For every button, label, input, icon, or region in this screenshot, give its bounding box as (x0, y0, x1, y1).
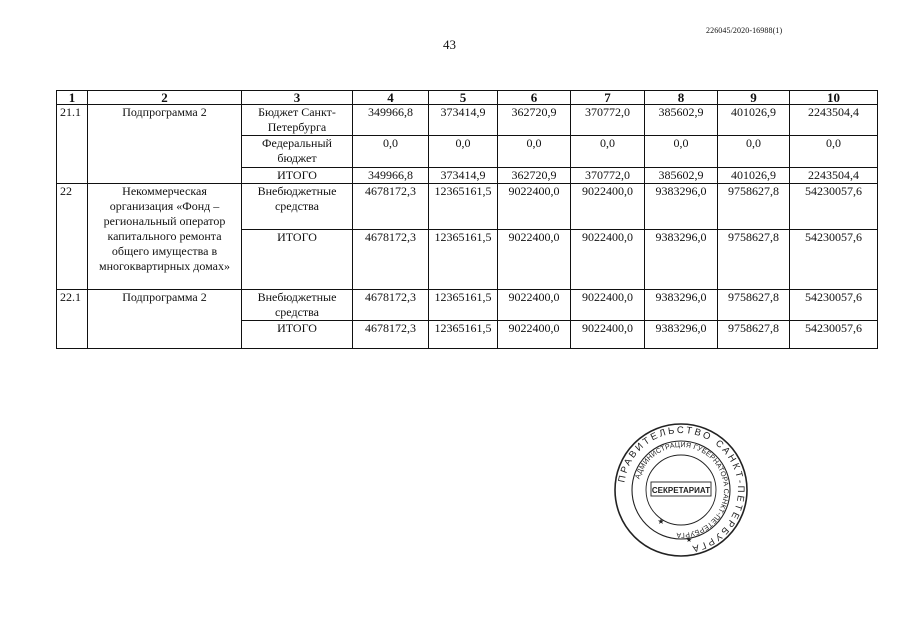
value-cell: 401026,9 (718, 105, 790, 136)
value-cell: 0,0 (429, 136, 498, 168)
row-number: 22.1 (57, 290, 88, 349)
column-header: 10 (790, 91, 878, 105)
program-name: Подпрограмма 2 (88, 105, 242, 184)
funding-source: Внебюджетные средства (242, 184, 353, 230)
value-cell: 0,0 (790, 136, 878, 168)
stamp-center-text: СЕКРЕТАРИАТ (651, 486, 711, 495)
value-cell: 12365161,5 (429, 184, 498, 230)
value-cell: 0,0 (498, 136, 571, 168)
value-cell: 9383296,0 (645, 290, 718, 321)
value-cell: 4678172,3 (353, 321, 429, 349)
value-cell: 0,0 (718, 136, 790, 168)
column-header: 3 (242, 91, 353, 105)
value-cell: 9383296,0 (645, 321, 718, 349)
column-header: 2 (88, 91, 242, 105)
stamp-outer-text: ПРАВИТЕЛЬСТВО САНКТ-ПЕТЕРБУРГА (616, 424, 747, 555)
column-header: 4 (353, 91, 429, 105)
value-cell: 9383296,0 (645, 230, 718, 290)
total-label: ИТОГО (242, 321, 353, 349)
column-header: 6 (498, 91, 571, 105)
funding-source: Бюджет Санкт-Петербурга (242, 105, 353, 136)
value-cell: 54230057,6 (790, 321, 878, 349)
value-cell: 362720,9 (498, 168, 571, 184)
value-cell: 12365161,5 (429, 321, 498, 349)
value-cell: 0,0 (353, 136, 429, 168)
value-cell: 54230057,6 (790, 290, 878, 321)
program-name: Некоммерческая организация «Фонд – региональный оператор капитального ремонта общего имущества в многоквартирных домах» (88, 184, 242, 290)
program-name: Подпрограмма 2 (88, 290, 242, 349)
value-cell: 9022400,0 (498, 230, 571, 290)
value-cell: 401026,9 (718, 168, 790, 184)
value-cell: 0,0 (571, 136, 645, 168)
table-row (57, 290, 878, 321)
official-stamp (613, 422, 749, 558)
value-cell: 373414,9 (429, 105, 498, 136)
value-cell: 9022400,0 (498, 290, 571, 321)
column-header: 5 (429, 91, 498, 105)
value-cell: 4678172,3 (353, 290, 429, 321)
value-cell: 54230057,6 (790, 184, 878, 230)
column-header: 9 (718, 91, 790, 105)
value-cell: 54230057,6 (790, 230, 878, 290)
value-cell: 9022400,0 (498, 184, 571, 230)
document-id: 226045/2020-16988(1) (706, 26, 783, 35)
value-cell: 370772,0 (571, 105, 645, 136)
header-row (57, 91, 878, 105)
value-cell: 362720,9 (498, 105, 571, 136)
value-cell: 4678172,3 (353, 184, 429, 230)
row-number: 22 (57, 184, 88, 290)
star-icon: ★ (685, 536, 693, 544)
value-cell: 9758627,8 (718, 321, 790, 349)
value-cell: 349966,8 (353, 168, 429, 184)
page-number: 43 (443, 37, 456, 52)
value-cell: 9758627,8 (718, 184, 790, 230)
column-header: 7 (571, 91, 645, 105)
column-header: 8 (645, 91, 718, 105)
value-cell: 2243504,4 (790, 105, 878, 136)
value-cell: 9022400,0 (498, 321, 571, 349)
value-cell: 9022400,0 (571, 184, 645, 230)
value-cell: 385602,9 (645, 105, 718, 136)
value-cell: 9022400,0 (571, 230, 645, 290)
funding-source: Внебюджетные средства (242, 290, 353, 321)
value-cell: 12365161,5 (429, 230, 498, 290)
total-label: ИТОГО (242, 230, 353, 290)
row-number: 21.1 (57, 105, 88, 184)
funding-source: Федеральный бюджет (242, 136, 353, 168)
column-header: 1 (57, 91, 88, 105)
value-cell: 9758627,8 (718, 290, 790, 321)
value-cell: 9022400,0 (571, 290, 645, 321)
value-cell: 385602,9 (645, 168, 718, 184)
value-cell: 370772,0 (571, 168, 645, 184)
value-cell: 9758627,8 (718, 230, 790, 290)
value-cell: 12365161,5 (429, 290, 498, 321)
value-cell: 349966,8 (353, 105, 429, 136)
value-cell: 9022400,0 (571, 321, 645, 349)
star-icon: ★ (657, 517, 665, 526)
table-row (57, 184, 878, 230)
value-cell: 373414,9 (429, 168, 498, 184)
value-cell: 9383296,0 (645, 184, 718, 230)
table-row (57, 105, 878, 136)
value-cell: 0,0 (645, 136, 718, 168)
stamp-inner-text: АДМИНИСТРАЦИЯ ГУБЕРНАТОРА САНКТ-ПЕТЕРБУРГА (634, 441, 730, 539)
value-cell: 2243504,4 (790, 168, 878, 184)
total-label: ИТОГО (242, 168, 353, 184)
value-cell: 4678172,3 (353, 230, 429, 290)
budget-table (56, 90, 878, 349)
